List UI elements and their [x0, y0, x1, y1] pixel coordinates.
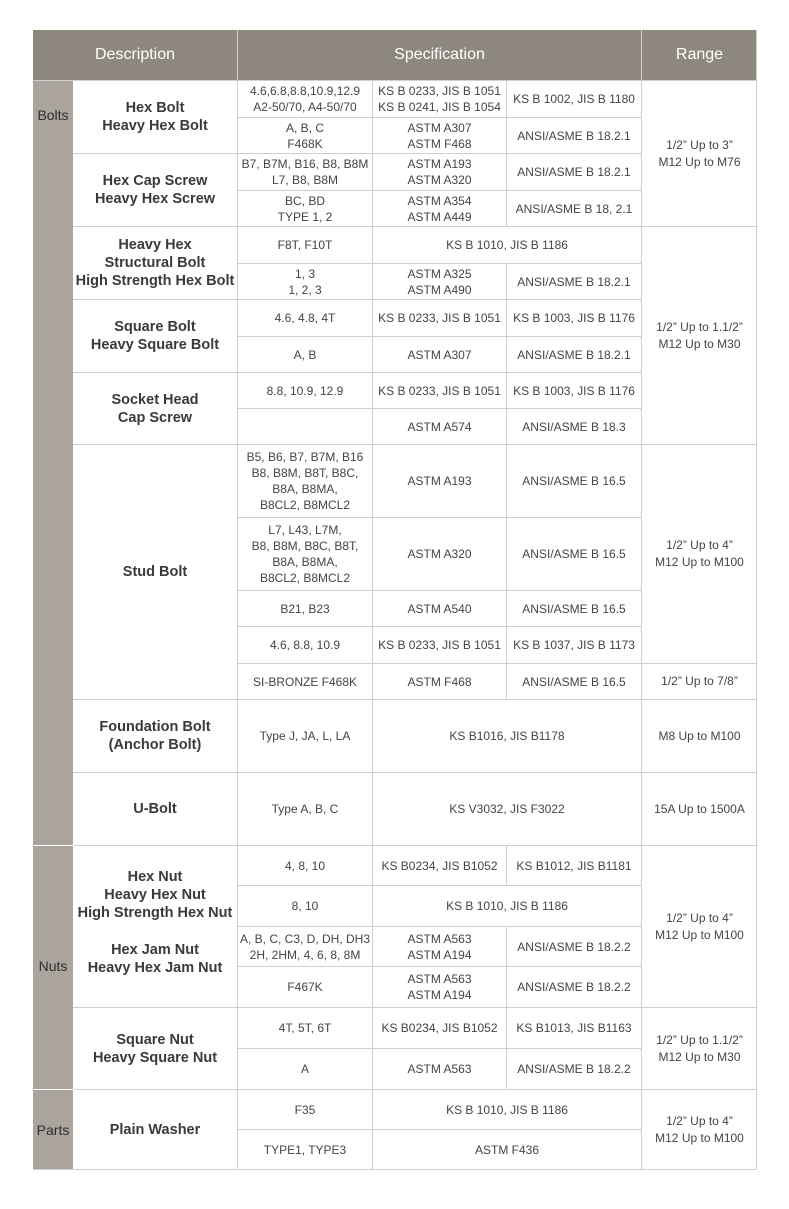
spec-standard-2: ANSI/ASME B 18.2.1 — [507, 337, 642, 373]
range-cell: 1/2” Up to 7/8” — [642, 664, 757, 700]
spec-standard-2: KS B 1003, JIS B 1176 — [507, 373, 642, 409]
spec-standard: ASTM A307 — [373, 337, 507, 373]
desc-square-nut: Square Nut Heavy Square Nut — [73, 1008, 238, 1090]
spec-standard: ASTM A540 — [373, 591, 507, 627]
spec-standard: KS B0234, JIS B1052 — [373, 846, 507, 886]
range-cell: 1/2” Up to 1.1/2” M12 Up to M30 — [642, 227, 757, 445]
category-bolts — [33, 81, 73, 846]
spec-grade: A, B — [238, 337, 373, 373]
spec-standard: ASTM A563 ASTM A194 — [373, 967, 507, 1008]
category-label-bolts: Bolts — [37, 107, 69, 123]
desc-stud-bolt: Stud Bolt — [73, 445, 238, 700]
spec-standard-2: ANSI/ASME B 18.2.2 — [507, 967, 642, 1008]
spec-grade: 8.8, 10.9, 12.9 — [238, 373, 373, 409]
spec-standard: KS B 0233, JIS B 1051 — [373, 373, 507, 409]
category-parts — [33, 1090, 73, 1170]
spec-standard-2: ANSI/ASME B 18.2.1 — [507, 154, 642, 191]
spec-standard-2: ANSI/ASME B 18.2.2 — [507, 1049, 642, 1090]
spec-standard-2: ANSI/ASME B 18, 2.1 — [507, 191, 642, 227]
spec-standard-2: ANSI/ASME B 18.2.2 — [507, 927, 642, 967]
spec-standard: ASTM A307 ASTM F468 — [373, 118, 507, 154]
spec-grade: 4.6, 8.8, 10.9 — [238, 627, 373, 664]
desc-socket-head-cap-screw: Socket Head Cap Screw — [73, 373, 238, 445]
spec-standard: ASTM A320 — [373, 518, 507, 591]
spec-table — [33, 30, 757, 1170]
spec-standard: KS B0234, JIS B1052 — [373, 1008, 507, 1049]
spec-standard-2: KS B1012, JIS B1181 — [507, 846, 642, 886]
spec-standard: ASTM A193 — [373, 445, 507, 518]
spec-standard: ASTM A325 ASTM A490 — [373, 264, 507, 300]
range-cell: 1/2” Up to 1.1/2” M12 Up to M30 — [642, 1008, 757, 1090]
range-cell: M8 Up to M100 — [642, 700, 757, 773]
desc-hex-nut: Hex Nut Heavy Hex Nut High Strength Hex Nut — [73, 846, 238, 927]
desc-u-bolt: U-Bolt — [73, 773, 238, 846]
desc-foundation-bolt: Foundation Bolt (Anchor Bolt) — [73, 700, 238, 773]
spec-standard: KS B 1010, JIS B 1186 — [373, 1090, 642, 1130]
range-cell: 1/2” Up to 4” M12 Up to M100 — [642, 846, 757, 1008]
range-cell: 1/2” Up to 3” M12 Up to M76 — [642, 81, 757, 227]
spec-grade: F35 — [238, 1090, 373, 1130]
spec-grade: B7, B7M, B16, B8, B8M L7, B8, B8M — [238, 154, 373, 191]
header-description: Description — [33, 30, 238, 80]
range-cell: 15A Up to 1500A — [642, 773, 757, 846]
spec-standard-2: ANSI/ASME B 18.2.1 — [507, 118, 642, 154]
spec-grade: B21, B23 — [238, 591, 373, 627]
spec-grade: A, B, C F468K — [238, 118, 373, 154]
spec-standard-2: ANSI/ASME B 16.5 — [507, 518, 642, 591]
category-nuts — [33, 846, 73, 1090]
spec-grade: A — [238, 1049, 373, 1090]
spec-grade: L7, L43, L7M, B8, B8M, B8C, B8T, B8A, B8MA, B8CL2, B8MCL2 — [238, 518, 373, 591]
spec-standard-2: KS B 1002, JIS B 1180 — [507, 81, 642, 118]
spec-grade: 1, 3 1, 2, 3 — [238, 264, 373, 300]
spec-standard: ASTM F468 — [373, 664, 507, 700]
spec-grade: BC, BD TYPE 1, 2 — [238, 191, 373, 227]
range-cell: 1/2” Up to 4” M12 Up to M100 — [642, 445, 757, 664]
spec-standard: KS B 1010, JIS B 1186 — [373, 886, 642, 927]
spec-grade: 4.6,6.8,8.8,10.9,12.9 A2-50/70, A4-50/70 — [238, 81, 373, 118]
spec-standard: KS V3032, JIS F3022 — [373, 773, 642, 846]
spec-standard: ASTM A563 — [373, 1049, 507, 1090]
spec-standard: ASTM A354 ASTM A449 — [373, 191, 507, 227]
spec-standard-2: ANSI/ASME B 18.2.1 — [507, 264, 642, 300]
spec-grade: 4.6, 4.8, 4T — [238, 300, 373, 337]
spec-standard-2: ANSI/ASME B 16.5 — [507, 445, 642, 518]
range-cell: 1/2” Up to 4” M12 Up to M100 — [642, 1090, 757, 1170]
desc-plain-washer: Plain Washer — [73, 1090, 238, 1170]
spec-grade: Type J, JA, L, LA — [238, 700, 373, 773]
spec-grade: 4T, 5T, 6T — [238, 1008, 373, 1049]
category-label-nuts: Nuts — [38, 958, 68, 974]
spec-standard-2: ANSI/ASME B 18.3 — [507, 409, 642, 445]
desc-hex-cap-screw: Hex Cap Screw Heavy Hex Screw — [73, 154, 238, 227]
desc-heavy-hex-structural-bolt: Heavy Hex Structural Bolt High Strength Hex Bolt — [73, 227, 238, 300]
spec-grade: A, B, C, C3, D, DH, DH3 2H, 2HM, 4, 6, 8, 8M — [238, 927, 373, 967]
spec-standard-2: KS B 1037, JIS B 1173 — [507, 627, 642, 664]
desc-square-bolt: Square Bolt Heavy Square Bolt — [73, 300, 238, 373]
spec-grade: 4, 8, 10 — [238, 846, 373, 886]
spec-standard-2: KS B 1003, JIS B 1176 — [507, 300, 642, 337]
spec-standard: ASTM A574 — [373, 409, 507, 445]
spec-grade: F467K — [238, 967, 373, 1008]
header-specification: Specification — [238, 30, 642, 80]
spec-standard: ASTM A563 ASTM A194 — [373, 927, 507, 967]
spec-grade: F8T, F10T — [238, 227, 373, 264]
spec-grade: Type A, B, C — [238, 773, 373, 846]
spec-grade: B5, B6, B7, B7M, B16 B8, B8M, B8T, B8C, B8A, B8MA, B8CL2, B8MCL2 — [238, 445, 373, 518]
spec-standard: ASTM F436 — [373, 1130, 642, 1170]
spec-standard-2: ANSI/ASME B 16.5 — [507, 591, 642, 627]
desc-hex-jam-nut: Hex Jam Nut Heavy Hex Jam Nut — [73, 927, 238, 1008]
category-label-parts: Parts — [36, 1122, 70, 1138]
spec-standard: KS B 1010, JIS B 1186 — [373, 227, 642, 264]
spec-standard: ASTM A193 ASTM A320 — [373, 154, 507, 191]
spec-standard: KS B 0233, JIS B 1051 KS B 0241, JIS B 1054 — [373, 81, 507, 118]
spec-standard: KS B 0233, JIS B 1051 — [373, 627, 507, 664]
spec-standard: KS B 0233, JIS B 1051 — [373, 300, 507, 337]
spec-grade: SI-BRONZE F468K — [238, 664, 373, 700]
spec-standard-2: ANSI/ASME B 16.5 — [507, 664, 642, 700]
spec-standard-2: KS B1013, JIS B1163 — [507, 1008, 642, 1049]
spec-grade: TYPE1, TYPE3 — [238, 1130, 373, 1170]
desc-hex-bolt: Hex Bolt Heavy Hex Bolt — [73, 81, 238, 154]
spec-standard: KS B1016, JIS B1178 — [373, 700, 642, 773]
spec-grade — [238, 409, 373, 445]
spec-grade: 8, 10 — [238, 886, 373, 927]
header-range: Range — [642, 30, 757, 80]
